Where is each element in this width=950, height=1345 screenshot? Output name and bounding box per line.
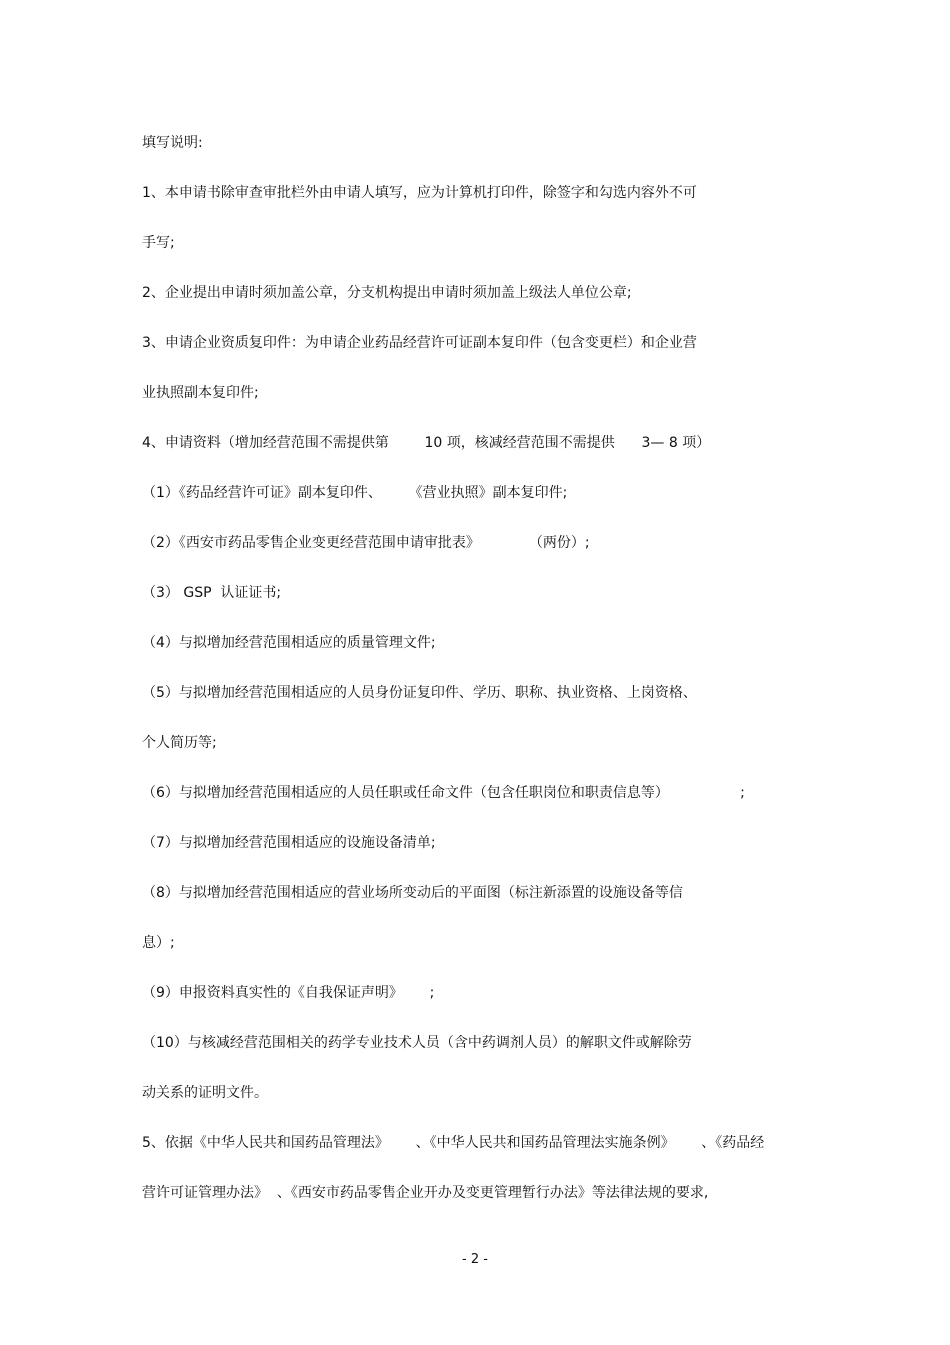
text-line: 息）; <box>142 935 175 951</box>
list-item: （10）与核减经营范围相关的药学专业技术人员（含中药调剂人员）的解职文件或解除劳 <box>142 1035 692 1051</box>
text-line: 2、企业提出申请时须加盖公章，分支机构提出申请时须加盖上级法人单位公章; <box>142 285 632 301</box>
text-line: 业执照副本复印件; <box>142 385 259 401</box>
text-line: 动关系的证明文件。 <box>142 1085 268 1101</box>
list-item: （7）与拟增加经营范围相适应的设施设备清单; <box>142 835 436 851</box>
list-item: （9）申报资料真实性的《自我保证声明》 ; <box>142 985 435 1001</box>
list-item: （5）与拟增加经营范围相适应的人员身份证复印件、学历、职称、执业资格、上岗资格、 <box>142 685 697 701</box>
list-item: （1）《药品经营许可证》副本复印件、 《营业执照》副本复印件; <box>142 485 568 501</box>
text-line: 3、申请企业资质复印件：为申请企业药品经营许可证副本复印件（包含变更栏）和企业营 <box>142 335 697 351</box>
text-line: 5、依据《中华人民共和国药品管理法》 、《中华人民共和国药品管理法实施条例》 、《药品经 <box>142 1135 765 1151</box>
heading-instructions: 填写说明: <box>142 135 203 151</box>
list-item: （2）《西安市药品零售企业变更经营范围申请审批表》 （两份）; <box>142 535 590 551</box>
text-line: 个人简历等; <box>142 735 217 751</box>
list-item: （8）与拟增加经营范围相适应的营业场所变动后的平面图（标注新添置的设施设备等信 <box>142 885 683 901</box>
page-number: - 2 - <box>462 1252 488 1267</box>
list-item: （3） GSP 认证证书; <box>142 585 282 601</box>
text-line: 营许可证管理办法》 、《西安市药品零售企业开办及变更管理暂行办法》等法律法规的要求, <box>142 1185 709 1201</box>
text-line: 1、本申请书除审查审批栏外由申请人填写，应为计算机打印件，除签字和勾选内容外不可 <box>142 185 697 201</box>
list-item: （4）与拟增加经营范围相适应的质量管理文件; <box>142 635 436 651</box>
list-item: （6）与拟增加经营范围相适应的人员任职或任命文件（包含任职岗位和职责信息等） ; <box>142 785 745 801</box>
text-line: 4、申请资料（增加经营范围不需提供第 10 项，核减经营范围不需提供 3— 8 项） <box>142 435 711 451</box>
text-line: 手写; <box>142 235 175 251</box>
